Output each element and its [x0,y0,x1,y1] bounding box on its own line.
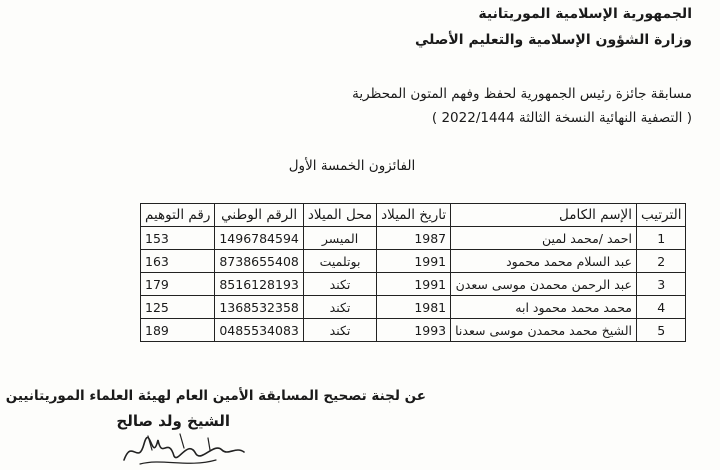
rank-cell: 5 [636,319,685,342]
score-cell: 153 [141,227,215,250]
ministry-header: وزارة الشؤون الإسلامية والتعليم الأصلي [414,32,692,48]
birth-place-cell: تكند [303,319,376,342]
republic-header: الجمهورية الإسلامية الموريتانية [478,6,692,22]
header-score: رقم التوهيم [141,204,215,227]
competition-round: ( التصفية النهائية النسخة الثالثة 2022/1444 ) [431,110,692,126]
birth-place-cell: بوتلميت [303,250,376,273]
name-cell: احمد /محمد لمين [451,227,637,250]
birth-place-cell: الميسر [303,227,376,250]
name-cell: الشيخ محمد محمدن موسى سعدنا [451,319,637,342]
national-id-cell: 0485534083 [215,319,304,342]
table-row [141,319,686,342]
national-id-cell: 8738655408 [215,250,304,273]
header-birth-date: تاريخ الميلاد [377,204,451,227]
table-row [141,296,686,319]
birth-year-cell: 1991 [377,273,451,296]
table-row [141,250,686,273]
rank-cell: 2 [636,250,685,273]
header-full-name: الإسم الكامل [451,204,637,227]
table-row [141,273,686,296]
handwritten-signature [118,430,248,470]
header-rank: الترتيب [636,204,685,227]
name-cell: عبد الرحمن محمدن موسى سعدن [451,273,637,296]
rank-cell: 1 [636,227,685,250]
national-id-cell: 8516128193 [215,273,304,296]
birth-place-cell: تكند [303,273,376,296]
birth-year-cell: 1993 [377,319,451,342]
birth-place-cell: تكند [303,296,376,319]
score-cell: 163 [141,250,215,273]
table-header-row [141,204,686,227]
signatory-name: الشيخ ولد صالح [116,412,230,430]
national-id-cell: 1368532358 [215,296,304,319]
rank-cell: 4 [636,296,685,319]
birth-year-cell: 1981 [377,296,451,319]
national-id-cell: 1496784594 [215,227,304,250]
name-cell: محمد محمد محمود ابه [451,296,637,319]
name-cell: عبد السلام محمد محمود [451,250,637,273]
header-birth-place: محل الميلاد [303,204,376,227]
committee-line: عن لجنة تصحيح المسابقة الأمين العام لهيئة العلماء الموريتانيين [5,388,426,404]
birth-year-cell: 1991 [377,250,451,273]
winners-title: الفائزون الخمسة الأول [288,158,416,174]
table-row [141,227,686,250]
rank-cell: 3 [636,273,685,296]
header-national-id: الرقم الوطني [215,204,304,227]
score-cell: 189 [141,319,215,342]
score-cell: 179 [141,273,215,296]
results-table [140,203,686,342]
competition-title: مسابقة جائزة رئيس الجمهورية لحفظ وفهم المتون المحظرية [352,86,692,102]
score-cell: 125 [141,296,215,319]
birth-year-cell: 1987 [377,227,451,250]
